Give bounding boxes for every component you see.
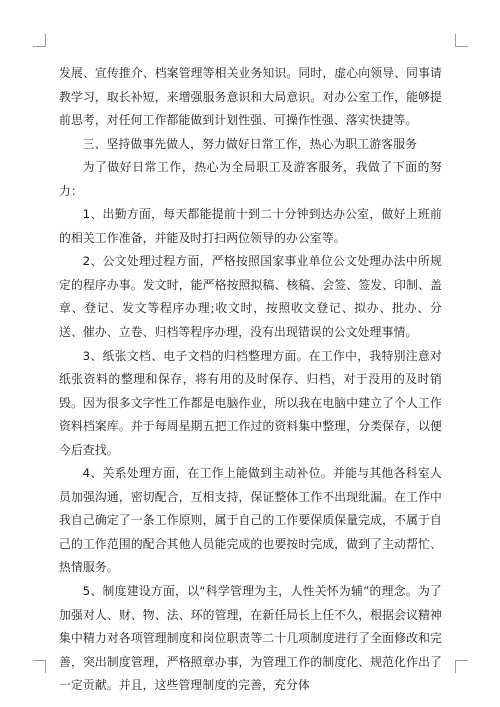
paragraph-archiving: 3、纸张文档、电子文档的归档整理方面。在工作中，我特别注意对纸张资料的整理和保存，将有用的及时保存、归档，对于没用的及时销毁。因为很多文字性工作都是电脑作业，所以我在电脑中建立了个人工作资料档案库。并于每周星期五把工作过的资料集中整理，分类保存，以便今后查找。: [59, 348, 442, 457]
crop-mark-top-left: [33, 34, 46, 47]
document-body: [59, 62, 442, 698]
paragraph-document-processing: 2、公文处理过程方面，严格按照国家事业单位公文处理办法中所规定的程序办事。发文时，能严格按照拟稿、核稿、会签、签发、印制、盖章、登记、发文等程序办理;收文时，按照收文登记、拟办、批办、分送、催办、立卷、归档等程序办理，没有出现错误的公文处理事情。: [59, 254, 442, 340]
section-heading-three: 三、坚持做事先做人，努力做好日常工作，热心为职工游客服务: [82, 136, 418, 151]
paragraph-system-building: 5、制度建设方面，以“科学管理为主，人性关怀为辅”的理念。为了加强对人、财、物、法、环的管理，在新任局长上任不久，根据会议精神集中精力对各项管理制度和岗位职责等二十几项制度进行了全面修改和完善，突出制度管理，严格照章办事，为管理工作的制度化、规范化作出了一定贡献。并且，这些管理制度的完善，充分体: [59, 584, 442, 693]
crop-mark-bottom-left: [33, 660, 46, 673]
crop-mark-top-right: [455, 34, 468, 47]
paragraph-intro-continuation: 发展、宣传推介、档案管理等相关业务知识。同时，虚心向领导、同事请教学习，取长补短，来增强服务意识和大局意识。对办公室工作，能够提前思考，对任何工作都能做到计划性强、可操作性强、落实快捷等。: [59, 66, 442, 128]
paragraph-relationships: 4、关系处理方面，在工作上能做到主动补位。并能与其他各科室人员加强沟通，密切配合，互相支持，保证整体工作不出现纰漏。在工作中我自己确定了一条工作原则，属于自己的工作要保质保量完成，不属于自己的工作范围的配合其他人员能完成的也要按时完成，做到了主动帮忙、热情服务。: [59, 466, 442, 575]
crop-mark-bottom-right: [455, 660, 468, 673]
paragraph-efforts-intro: 为了做好日常工作，热心为全局职工及游客服务，我做了下面的努力：: [59, 160, 442, 198]
paragraph-attendance: 1、出勤方面，每天都能提前十到二十分钟到达办公室，做好上班前的相关工作准备，并能及时打扫两位领导的办公室等。: [59, 207, 442, 245]
